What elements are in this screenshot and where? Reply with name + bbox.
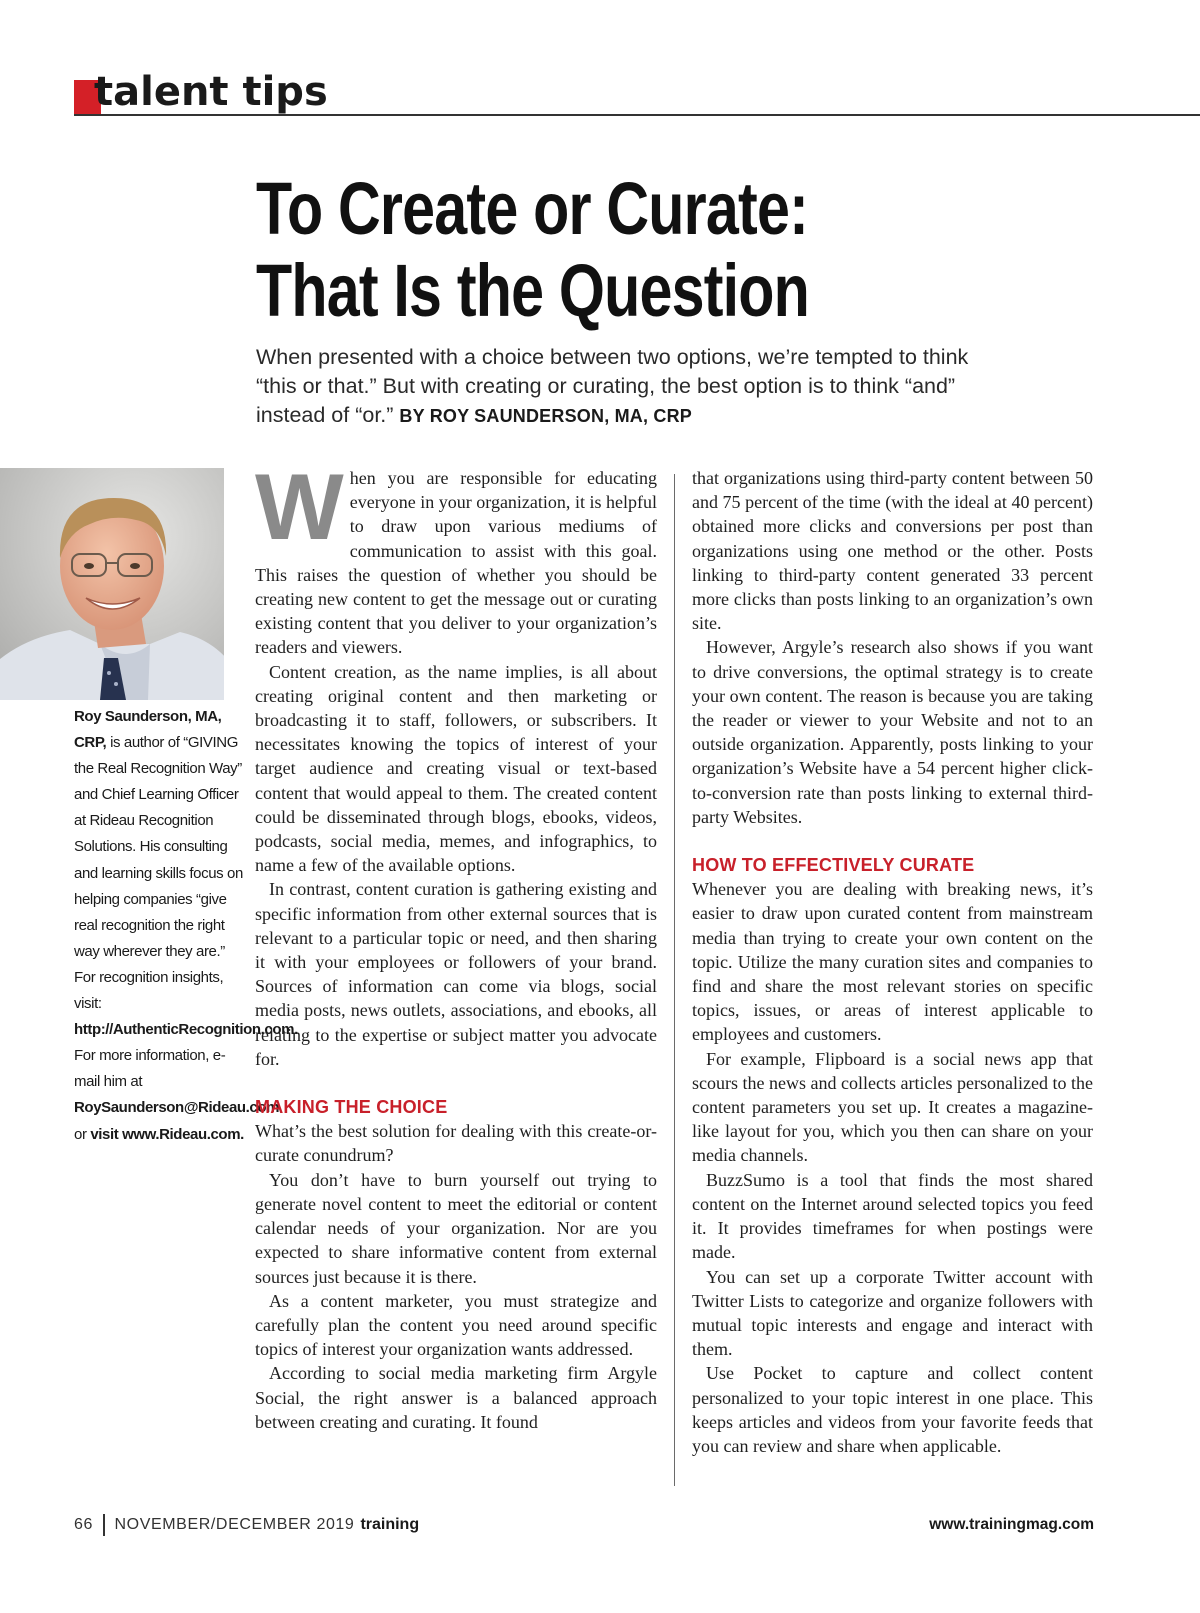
footer-divider xyxy=(103,1514,105,1536)
author-bio-text: is author of “GIVING the Real Recognition Way” and Chief Learning Officer at Rideau Recognition Solutions. His consulting and learning skills focus on helping companies “give real recognition the right way wherever they are.” For recognition insights, visit: xyxy=(74,734,243,1013)
paragraph: hen you are responsible for educating everyone in your organization, it is helpful to draw upon various mediums of communication to assist with this goal. This raises the question of whether you should be creating new content to get the message out or curating existing content that you deliver to your organization’s readers and viewers. xyxy=(255,468,657,658)
paragraph: You can set up a corporate Twitter account with Twitter Lists to categorize and organize followers with mutual topic interests and engage and interact with them. xyxy=(692,1266,1093,1360)
paragraph: What’s the best solution for dealing with this create-or-curate conundrum? xyxy=(255,1121,657,1166)
section-heading: MAKING THE CHOICE xyxy=(255,1097,448,1118)
drop-cap: W xyxy=(255,454,342,559)
section-heading: HOW TO EFFECTIVELY CURATE xyxy=(692,855,975,876)
author-portrait-icon xyxy=(0,468,224,700)
author-bio-text-3: or xyxy=(74,1125,91,1143)
paragraph: As a content marketer, you must strategize and carefully plan the content you need around specific topics of interest your organization wants addressed. xyxy=(255,1290,657,1360)
author-email-link[interactable]: RoySaunderson@Rideau.com xyxy=(74,1099,280,1117)
headline-line-1: To Create or Curate: xyxy=(256,167,808,250)
section-title: talent tips xyxy=(94,69,328,115)
paragraph: Use Pocket to capture and collect content personalized to your topic interest in one place. This keeps articles and videos from your favorite feeds that you can review and share when applicable. xyxy=(692,1363,1093,1456)
paragraph: BuzzSumo is a tool that finds the most shared content on the Internet around selected topics you feed it. It provides timeframes for when postings were made. xyxy=(692,1169,1093,1263)
paragraph: that organizations using third-party content between 50 and 75 percent of the time (with the ideal at 40 percent) obtained more clicks and conversions per post than organizations using one method or the other. Posts linking to third-party content generated 33 percent more clicks than posts linking to an organization’s own site. xyxy=(692,468,1093,634)
author-rideau-link[interactable]: visit www.Rideau.com. xyxy=(90,1125,244,1143)
paragraph: For example, Flipboard is a social news app that scours the news and collects articles personalized to the content parameters you set up. It creates a magazine-like layout for you, which you then can share on your media channels. xyxy=(692,1048,1093,1166)
paragraph: Content creation, as the name implies, is all about creating original content and then marketing or broadcasting it to staff, followers, or subscribers. It necessitates knowing the topics of interest of your target audience and creating visual or text-based content that would appeal to them. The created content could be disseminated through blogs, ebooks, videos, podcasts, social media, memes, and infographics, to name a few of the available options. xyxy=(255,661,657,876)
author-photo xyxy=(0,468,224,700)
column-divider xyxy=(674,474,675,1486)
headline xyxy=(256,168,976,332)
paragraph: According to social media marketing firm Argyle Social, the right answer is a balanced approach between creating and curating. It found xyxy=(255,1363,657,1432)
deck-text: When presented with a choice between two options, we’re tempted to think “this or that.” But with creating or curating, the best option is to think “and” instead of “or.” xyxy=(256,345,969,427)
footer-url[interactable]: www.trainingmag.com xyxy=(929,1516,1094,1533)
magazine-name: training xyxy=(360,1516,420,1533)
article-column-1 xyxy=(255,454,657,1434)
footer-folio xyxy=(74,1513,419,1537)
page-number: 66 xyxy=(74,1516,93,1533)
headline-line-2: That Is the Question xyxy=(256,249,810,332)
paragraph: However, Argyle’s research also shows if you want to drive conversions, the optimal strategy is to create your own content. The reason is because you are taking the reader or viewer to your Website and not to an outside organization. Apparently, posts linking to your organization’s Website have a 54 percent higher click-to-conversion rate than posts linking to external third-party Websites. xyxy=(692,637,1093,827)
article-column-2 xyxy=(692,466,1093,1458)
issue-date: NOVEMBER/DECEMBER 2019 xyxy=(114,1516,355,1533)
byline: BY ROY SAUNDERSON, MA, CRP xyxy=(399,406,692,426)
section-header xyxy=(74,69,1200,116)
paragraph: In contrast, content curation is gathering existing and specific information from other external sources that is relevant to a particular topic or need, and then sharing it with your employees or followers of your brand. Sources of information can come via blogs, social media posts, news outlets, associations, and ebooks, all relating to the expertise or subject matter you advocate for. xyxy=(255,879,657,1069)
deck xyxy=(256,343,976,431)
author-bio xyxy=(74,704,298,1148)
author-bio-name: Roy Saunderson, MA, CRP, xyxy=(74,708,222,752)
paragraph: You don’t have to burn yourself out trying to generate novel content to meet the editorial or content calendar needs of your organization. Nor are you expected to share informative content from external sources just because it is there. xyxy=(255,1169,657,1287)
author-bio-text-2: For more information, e-mail him at xyxy=(74,1047,226,1091)
author-site-link[interactable]: http://AuthenticRecognition.com. xyxy=(74,1021,298,1039)
paragraph: Whenever you are dealing with breaking news, it’s easier to draw upon curated content from mainstream media than trying to create your own content on the topic. Utilize the many curation sites and companies to find and share the most relevant stories on specific topics, issues, or areas of interest applicable to employees and customers. xyxy=(692,879,1093,1045)
